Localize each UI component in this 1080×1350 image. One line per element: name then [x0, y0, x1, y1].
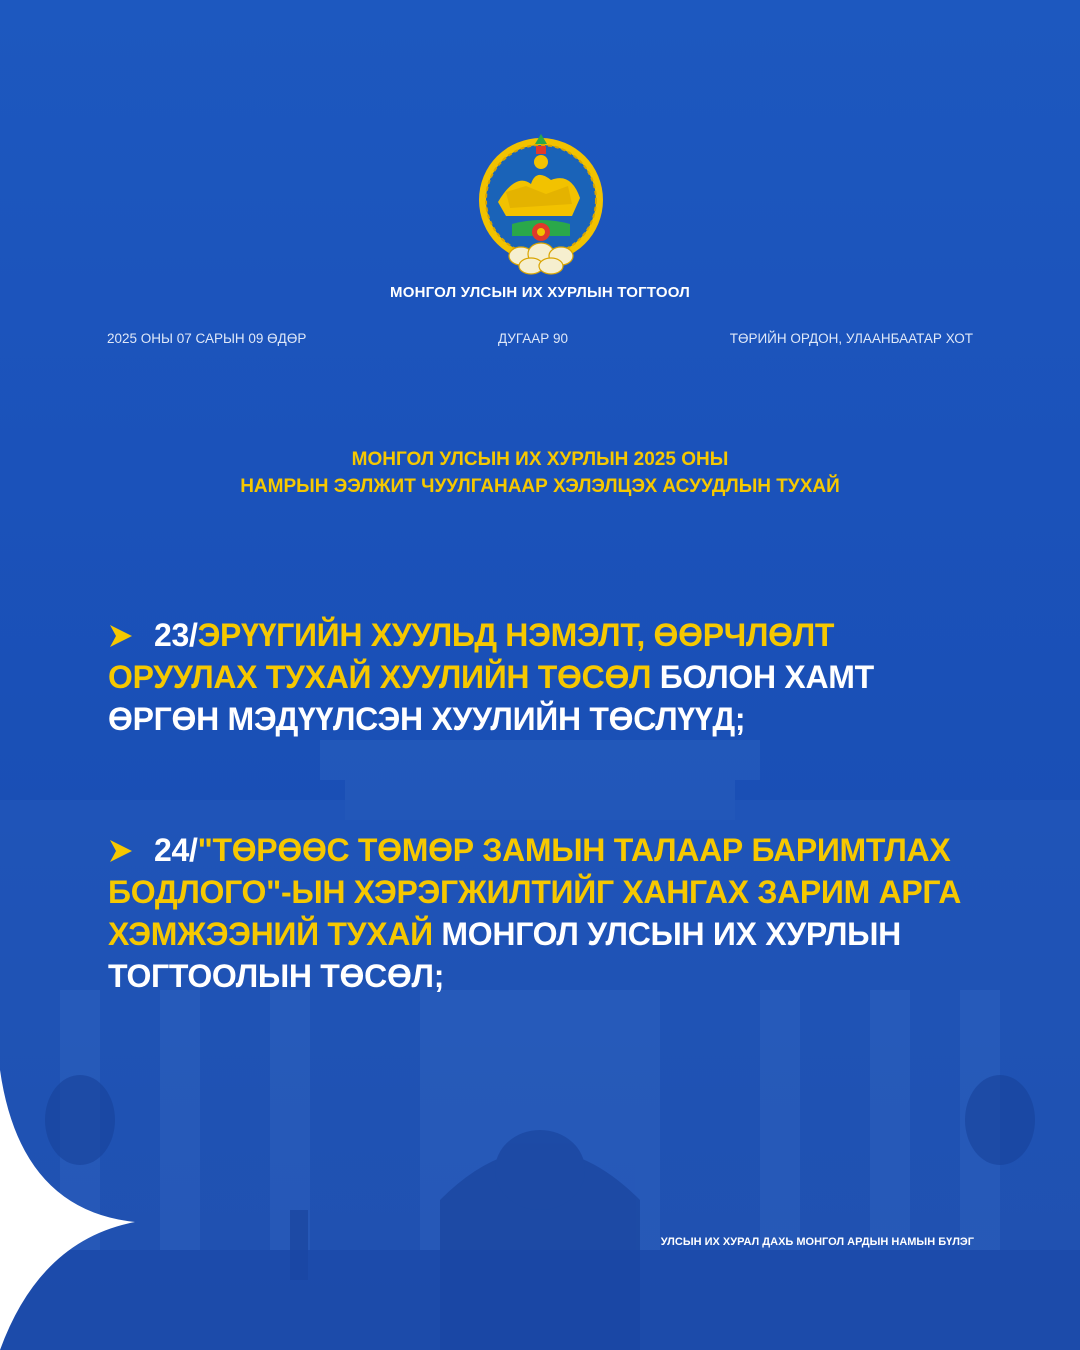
state-emblem-icon [476, 132, 606, 278]
resolution-place: ТӨРИЙН ОРДОН, УЛААНБААТАР ХОТ [729, 331, 973, 346]
agenda-item-number: 23/ [154, 617, 198, 653]
agenda-item-23 [108, 614, 968, 740]
subtitle-line-1: МОНГОЛ УЛСЫН ИХ ХУРЛЫН 2025 ОНЫ [351, 449, 729, 470]
corner-wave-decoration [0, 1070, 150, 1350]
agenda-item-highlight: ЭРҮҮГИЙН ХУУЛЬД НЭМЭЛТ, ӨӨРЧЛӨЛТ ОРУУЛАХ ТУХАЙ ХУУЛИЙН ТӨСӨЛ [108, 617, 835, 695]
footer-caption: УЛСЫН ИХ ХУРАЛ ДАХЬ МОНГОЛ АРДЫН НАМЫН БҮЛЭГ [660, 1236, 974, 1248]
agenda-item-highlight: "ТӨРӨӨС ТӨМӨР ЗАМЫН ТАЛААР БАРИМТЛАХ БОДЛОГО"-ЫН ХЭРЭГЖИЛТИЙГ ХАНГАХ ЗАРИМ АРГА ХЭМЖЭЭНИЙ ТУХАЙ [108, 832, 962, 952]
agenda-item-text: БОЛОН ХАМТ ӨРГӨН МЭДҮҮЛСЭН ХУУЛИЙН ТӨСЛҮҮД; [108, 659, 874, 737]
resolution-title: МОНГОЛ УЛСЫН ИХ ХУРЛЫН ТОГТООЛ [390, 284, 690, 301]
agenda-item-text: МОНГОЛ УЛСЫН ИХ ХУРЛЫН ТОГТООЛЫН ТӨСӨЛ; [108, 916, 901, 994]
agenda-item-24 [108, 829, 968, 997]
subtitle [0, 446, 1080, 500]
chevron-right-icon [108, 625, 132, 647]
chevron-right-icon [108, 840, 132, 862]
resolution-date: 2025 ОНЫ 07 САРЫН 09 ӨДӨР [107, 331, 307, 346]
agenda-item-number: 24/ [154, 832, 198, 868]
resolution-number: ДУГААР 90 [497, 331, 569, 346]
subtitle-line-2: НАМРЫН ЭЭЛЖИТ ЧУУЛГАНААР ХЭЛЭЛЦЭХ АСУУДЛЫН ТУХАЙ [240, 476, 840, 497]
